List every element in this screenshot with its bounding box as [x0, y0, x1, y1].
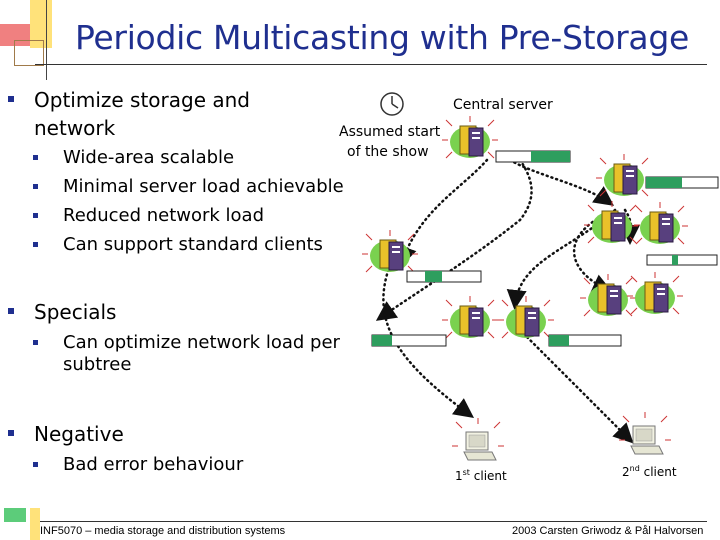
arrow [510, 160, 610, 203]
sub-bullet-text: Minimal server load achievable [63, 176, 344, 197]
bullet-text: Optimize storage and [34, 88, 250, 112]
sub-bullet-text: Can support standard clients [63, 234, 323, 255]
client-1-number: 1 [455, 469, 463, 483]
sub-bullet-text: Can optimize network load per [63, 332, 340, 353]
server-icon [596, 154, 652, 196]
client-computer-icon [619, 412, 671, 454]
client-2-label [622, 464, 677, 479]
central-server-icon [442, 116, 498, 158]
sub-bullet-text: Reduced network load [63, 205, 265, 226]
server-icon [498, 296, 554, 338]
footer-rule [35, 521, 707, 522]
assumed-start-label-line2: of the show [347, 144, 429, 160]
server-icon [362, 230, 418, 272]
bullet-text: Specials [34, 300, 117, 324]
server-icon [627, 272, 683, 314]
footer-left: INF5070 – media storage and distribution systems [40, 525, 286, 537]
bullet-text: Negative [34, 422, 124, 446]
sub-bullet-text: Wide-area scalable [63, 147, 235, 168]
client-2-number: 2 [622, 465, 630, 479]
footer-right: 2003 Carsten Griwodz & Pål Halvorsen [512, 525, 704, 537]
client-1-ordinal: st [462, 468, 470, 477]
footer-square-green [4, 508, 26, 522]
client-1-word: client [469, 469, 507, 483]
storage-buffer [372, 335, 446, 346]
storage-buffer [647, 255, 717, 265]
server-icon [632, 202, 688, 244]
central-server-label: Central server [453, 97, 553, 113]
server-icon [580, 274, 636, 316]
client-2-ordinal: nd [629, 464, 640, 473]
footer-square-yellow [30, 508, 40, 540]
sub-bullet-text-line2: subtree [63, 354, 132, 375]
page-title: Periodic Multicasting with Pre-Storage [75, 18, 689, 57]
sub-bullet-text: Bad error behaviour [63, 454, 244, 475]
storage-buffer [407, 271, 481, 282]
client-2-word: client [639, 465, 677, 479]
storage-buffer [496, 151, 570, 162]
server-icon [442, 296, 498, 338]
client-computer-icon [452, 418, 504, 460]
bullet-text-line2: network [34, 116, 116, 140]
arrow [402, 160, 487, 262]
client-1-label [455, 468, 507, 483]
clock-icon [381, 93, 403, 115]
storage-buffer [549, 335, 621, 346]
arrow [380, 160, 532, 318]
storage-buffer [646, 177, 718, 188]
assumed-start-label: Assumed start [339, 124, 441, 140]
